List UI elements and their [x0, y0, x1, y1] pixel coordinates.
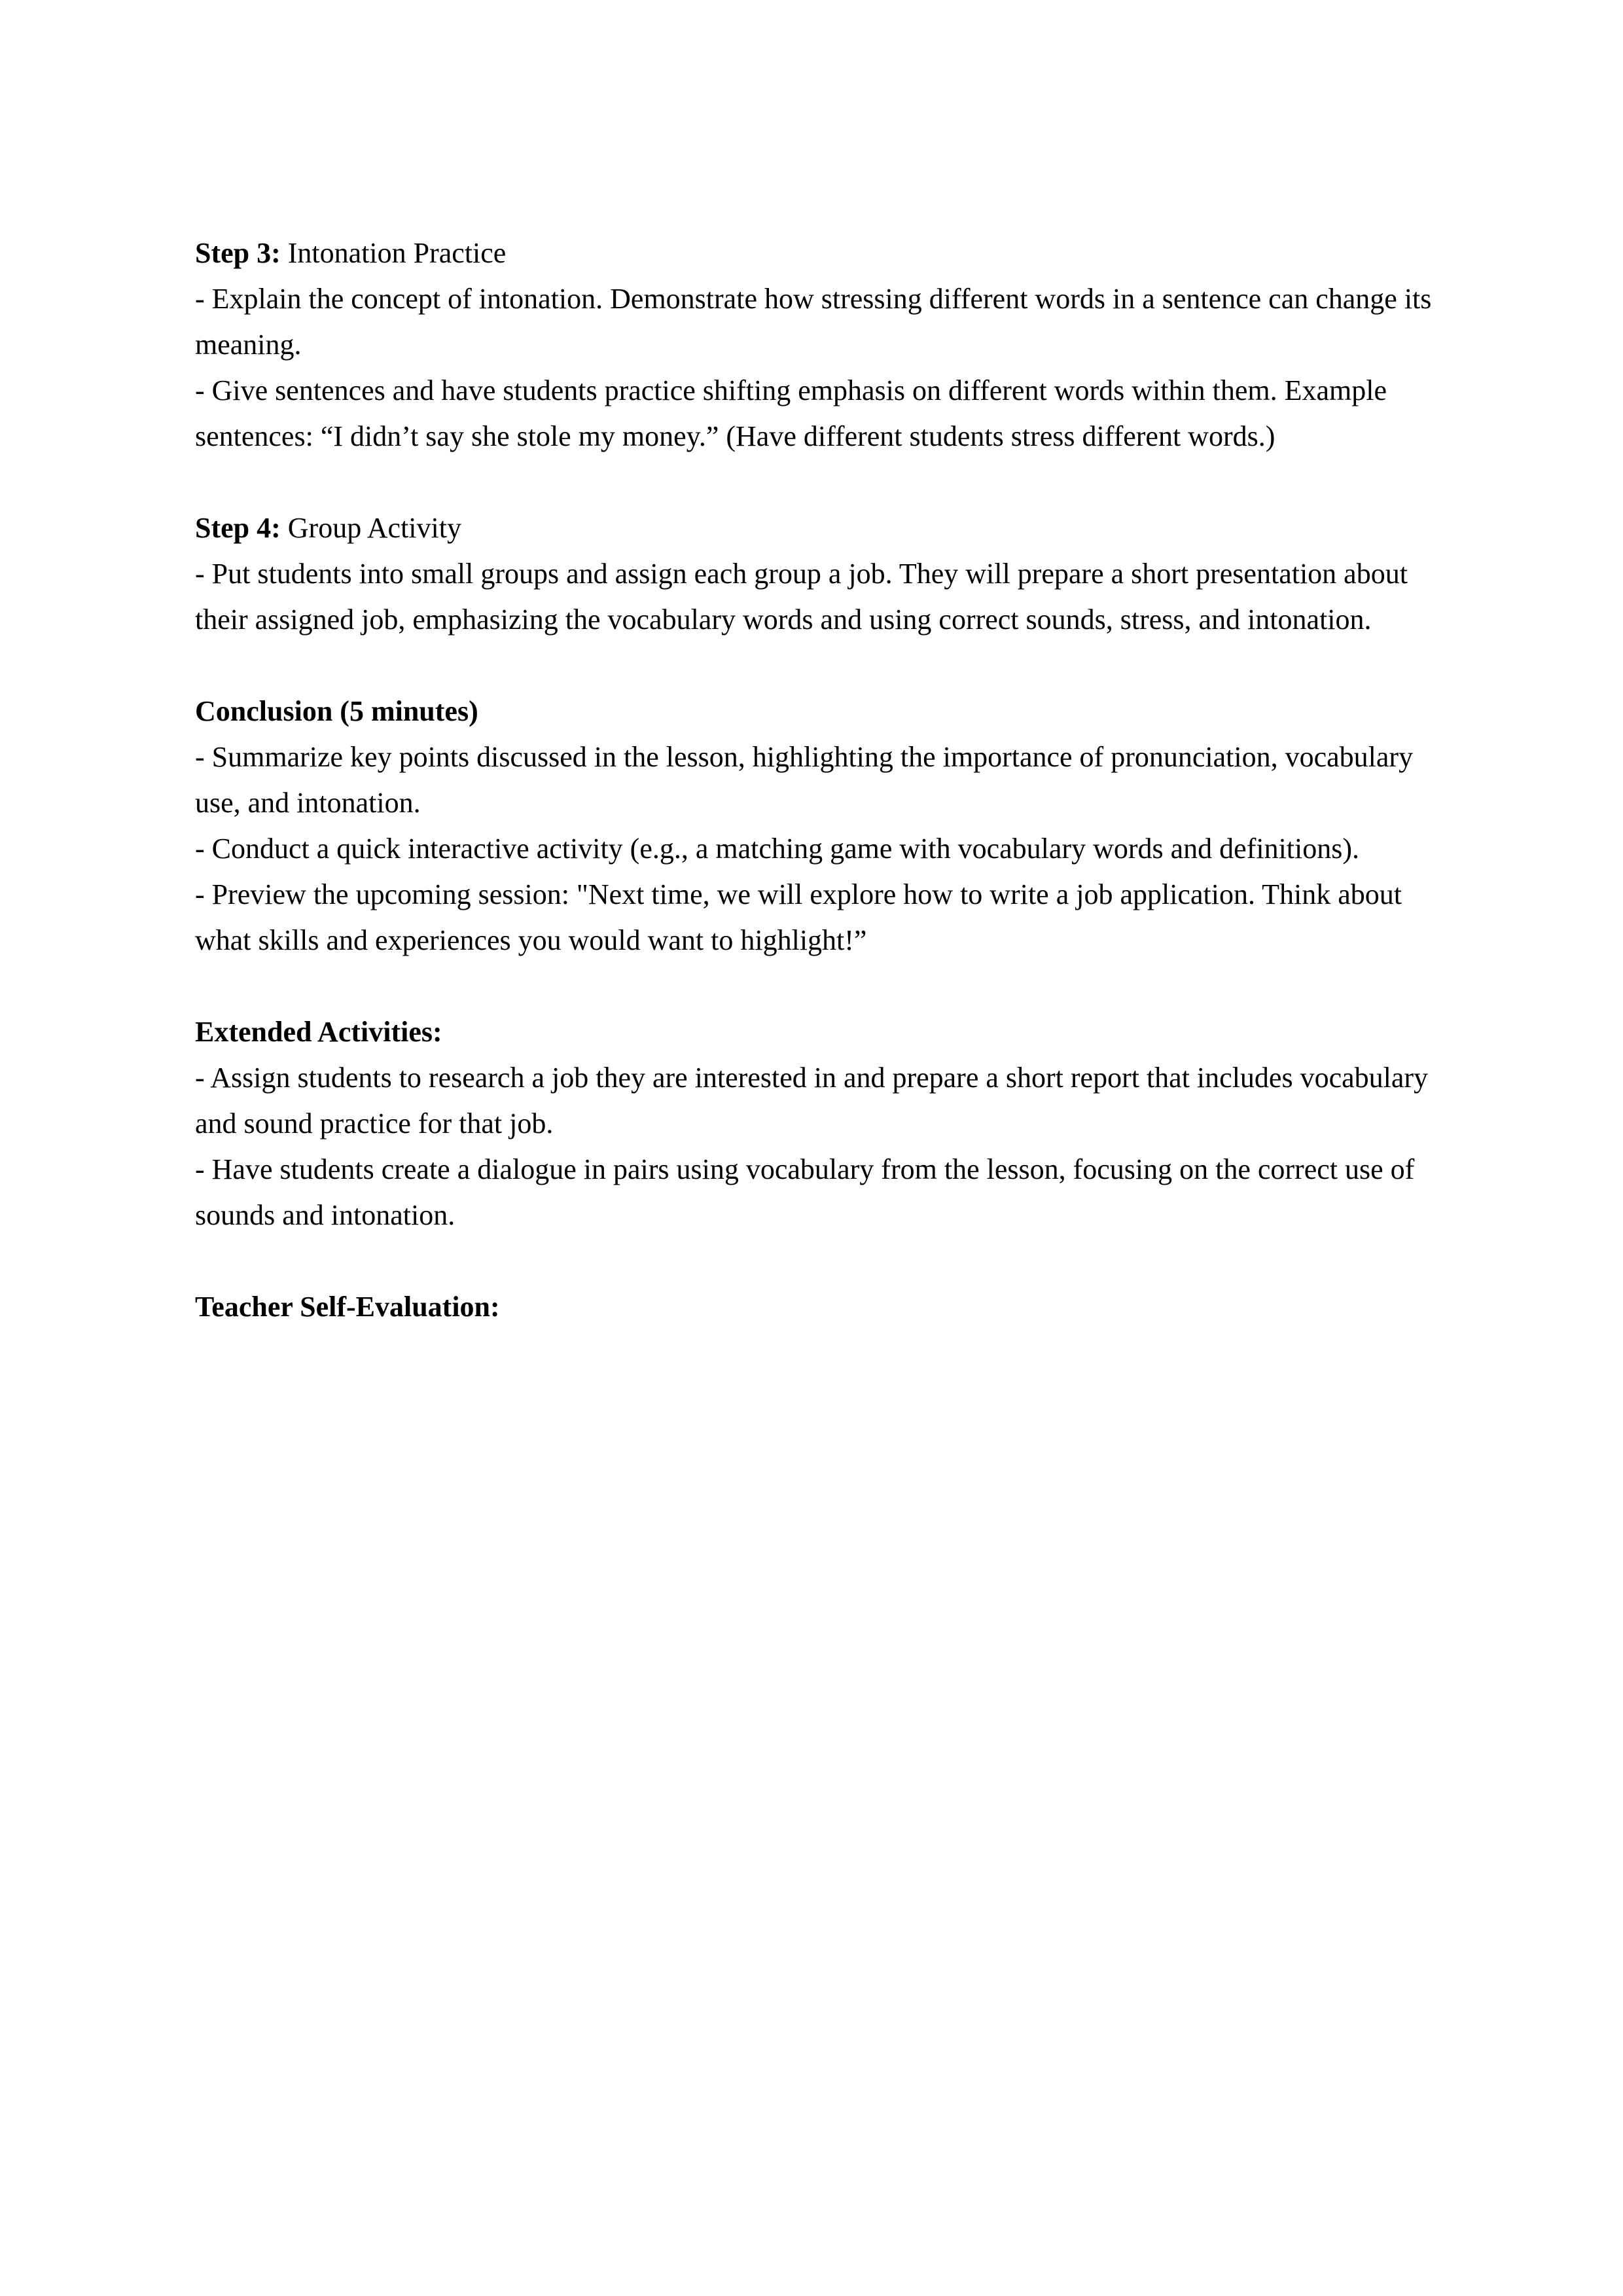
section-heading-label: Step 4: — [195, 512, 281, 544]
paragraph: - Put students into small groups and assign each group a job. They will prepare a short presentation about their assigned job, emphasizing the vocabulary words and using correct sounds, stress, and intonation. — [195, 558, 1408, 636]
section-step-4 — [195, 505, 1432, 643]
paragraph: - Summarize key points discussed in the lesson, highlighting the importance of pronunciation, vocabulary use, and intonation. — [195, 741, 1414, 819]
paragraph-spacer — [195, 1238, 1432, 1284]
section-extended-activities — [195, 1009, 1432, 1238]
section-heading-step-4 — [195, 505, 1432, 551]
paragraph: - Conduct a quick interactive activity (e.g., a matching game with vocabulary words and definitions). — [195, 833, 1360, 865]
section-step-3 — [195, 230, 1432, 459]
section-heading-label: Teacher Self-Evaluation: — [195, 1291, 500, 1323]
section-heading-step-3 — [195, 230, 1432, 276]
paragraph-spacer — [195, 963, 1432, 1009]
section-heading-teacher-self-evaluation — [195, 1284, 1432, 1330]
section-teacher-self-evaluation — [195, 1284, 1432, 1330]
paragraph: - Preview the upcoming session: "Next time, we will explore how to write a job application. Think about what skills and experiences you would want to highlight!” — [195, 878, 1402, 956]
paragraph: - Give sentences and have students practice shifting emphasis on different words within them. Example sentences: “I didn’t say she stole my money.” (Have different students stress different words.) — [195, 374, 1387, 452]
paragraph-spacer — [195, 643, 1432, 689]
section-heading-subtitle: Group Activity — [280, 512, 461, 544]
section-heading-label: Extended Activities: — [195, 1016, 442, 1048]
document-body — [195, 230, 1432, 1330]
section-heading-label: Conclusion (5 minutes) — [195, 695, 478, 727]
paragraph: - Explain the concept of intonation. Demonstrate how stressing different words in a sentence can change its meaning. — [195, 283, 1432, 361]
section-conclusion — [195, 689, 1432, 963]
section-heading-label: Step 3: — [195, 237, 281, 269]
paragraph: - Have students create a dialogue in pairs using vocabulary from the lesson, focusing on the correct use of sounds and intonation. — [195, 1153, 1415, 1231]
paragraph: - Assign students to research a job they are interested in and prepare a short report that includes vocabulary and sound practice for that job. — [195, 1062, 1429, 1139]
section-heading-subtitle: Intonation Practice — [280, 237, 507, 269]
section-heading-conclusion — [195, 689, 1432, 734]
paragraph-spacer — [195, 459, 1432, 505]
section-heading-extended-activities — [195, 1009, 1432, 1055]
